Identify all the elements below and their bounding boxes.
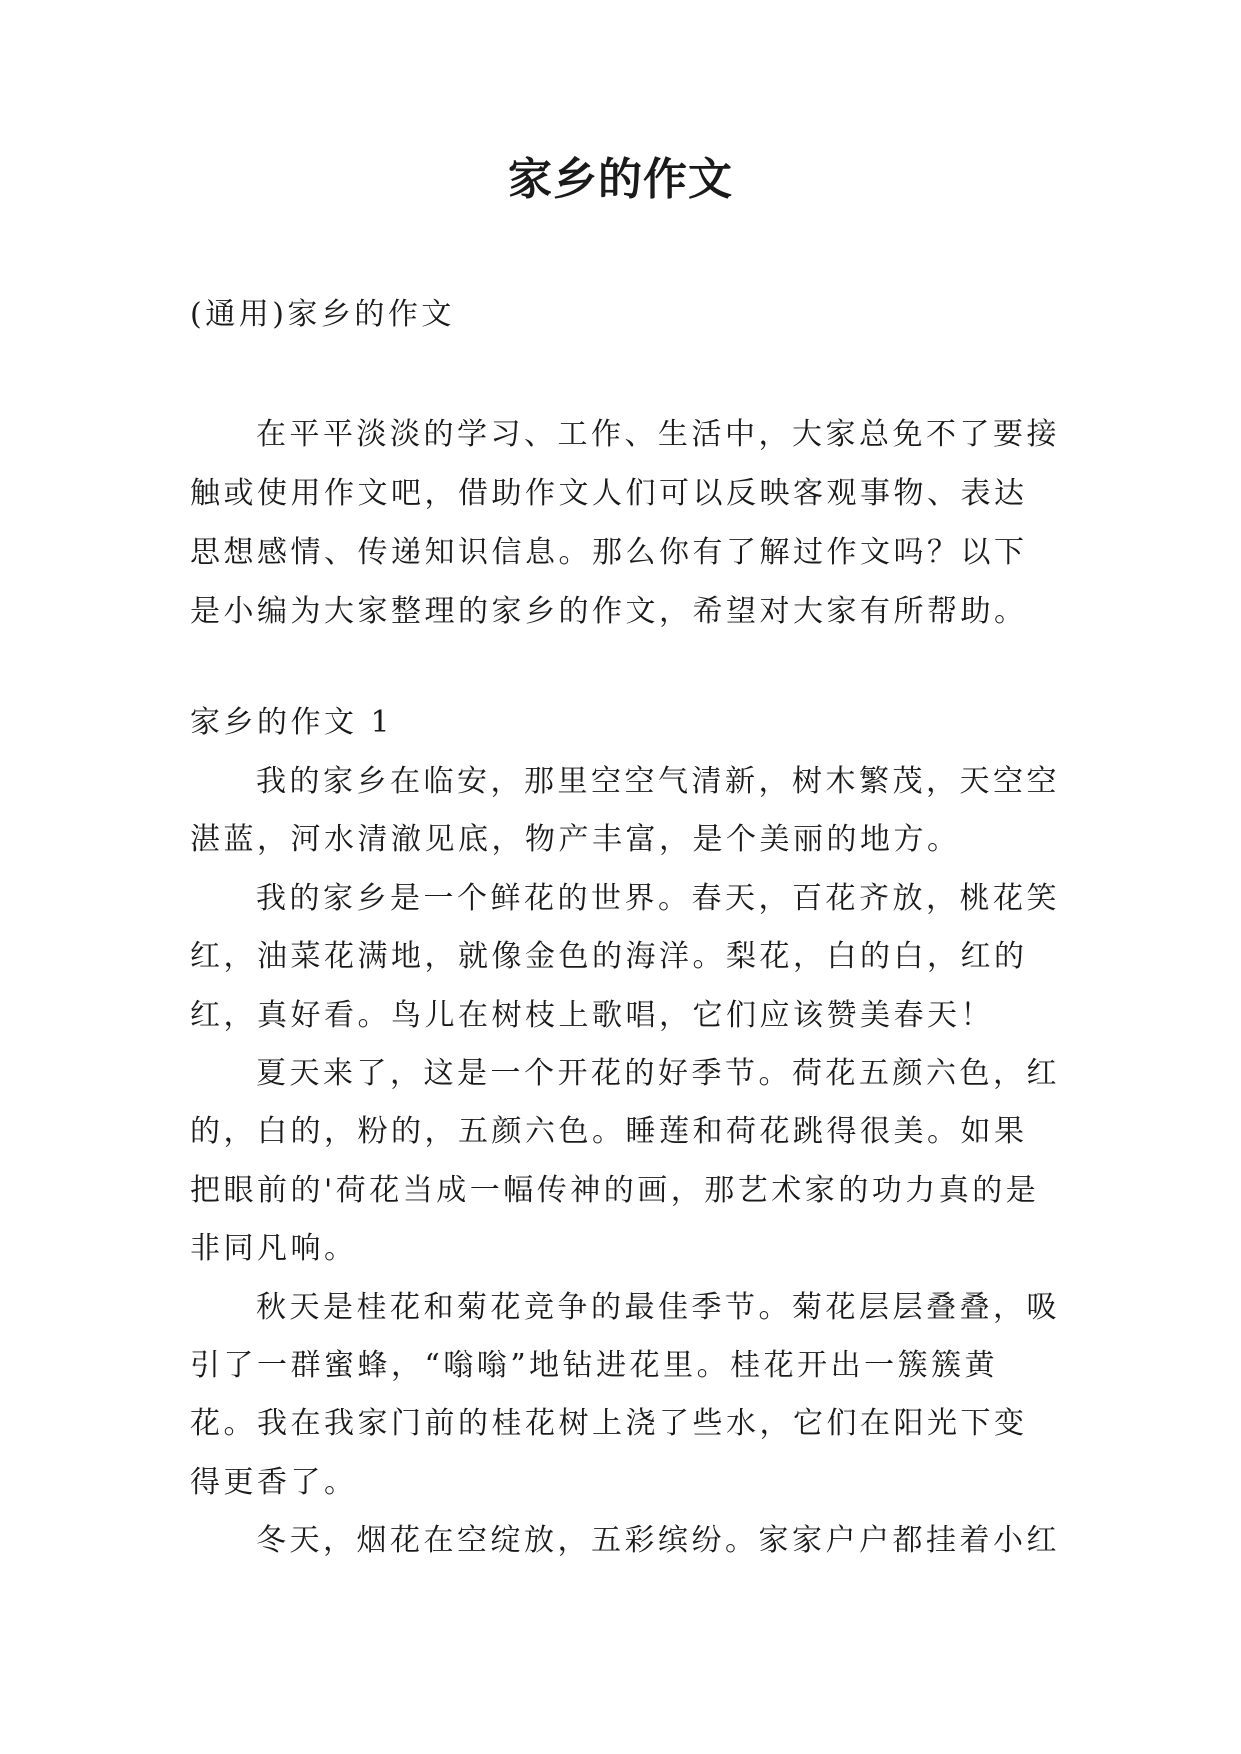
essay-paragraph: 我的家乡是一个鲜花的世界。春天，百花齐放，桃花笑红，油菜花满地，就像金色的海洋。梨花，白的白，红的红，真好看。鸟儿在树枝上歌唱，它们应该赞美春天！: [190, 880, 1060, 1033]
essay-paragraph: 秋天是桂花和菊花竞争的最佳季节。菊花层层叠叠，吸引了一群蜜蜂，“嗡嗡”地钻进花里。桂花开出一簇簇黄花。我在我家门前的桂花树上浇了些水，它们在阳光下变得更香了。: [190, 1289, 1060, 1500]
essay-body: [190, 753, 1060, 1571]
section-heading: 家乡的作文 1: [190, 705, 394, 740]
document-title: 家乡的作文: [508, 154, 733, 205]
essay-paragraph: 冬天，烟花在空绽放，五彩缤纷。家家户户都挂着小红: [256, 1523, 1060, 1559]
document-subtitle: (通用)家乡的作文: [190, 297, 455, 332]
intro-paragraph: 在平平淡淡的学习、工作、生活中，大家总免不了要接触或使用作文吧，借助作文人们可以反映客观事物、表达思想感情、传递知识信息。那么你有了解过作文吗？以下是小编为大家整理的家乡的作文，希望对大家有所帮助。: [190, 417, 1060, 629]
essay-paragraph: 夏天来了，这是一个开花的好季节。荷花五颜六色，红的，白的，粉的，五颜六色。睡莲和荷花跳得很美。如果把眼前的'荷花当成一幅传神的画，那艺术家的功力真的是非同凡响。: [190, 1056, 1060, 1267]
essay-paragraph: 我的家乡在临安，那里空空气清新，树木繁茂，天空空湛蓝，河水清澈见底，物产丰富，是个美丽的地方。: [190, 764, 1060, 858]
